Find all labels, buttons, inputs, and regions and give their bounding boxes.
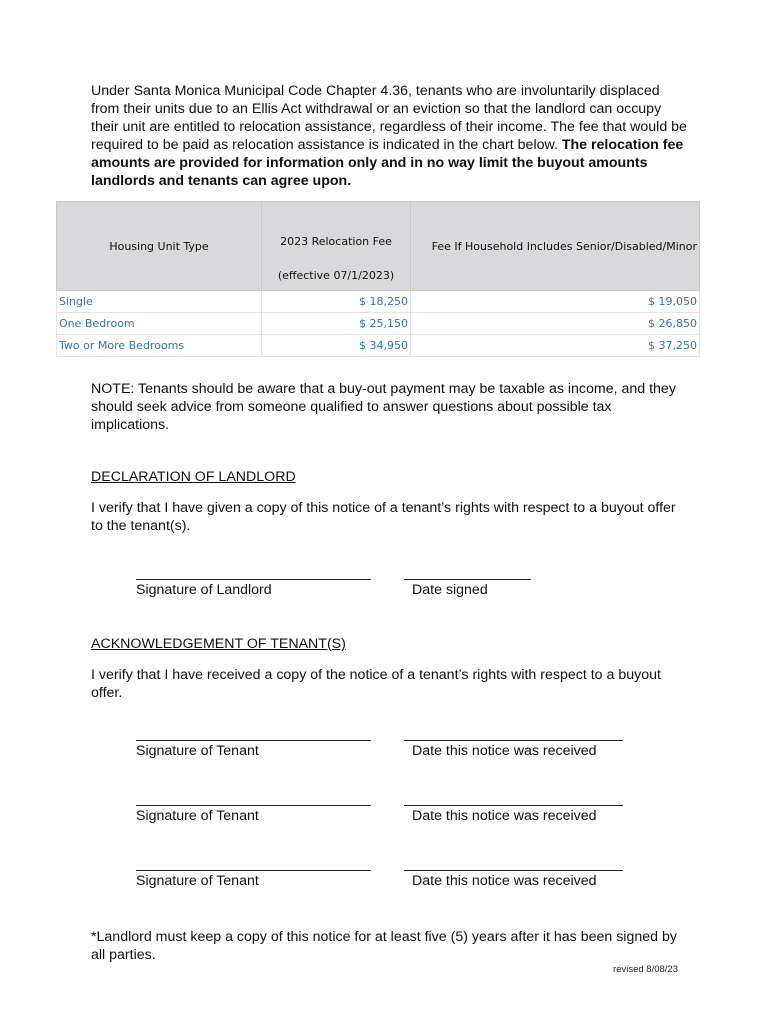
header-relocation-fee-line2: (effective 07/1/2023): [277, 269, 395, 282]
header-housing-unit-type: Housing Unit Type: [57, 202, 262, 291]
tenant-signature-label: Signature of Tenant: [136, 808, 259, 824]
landlord-date-line[interactable]: [404, 579, 531, 580]
landlord-date-label: Date signed: [412, 582, 488, 598]
row-fee: $ 25,150: [262, 313, 411, 335]
intro-paragraph: [91, 82, 691, 190]
row-unit-type: Single: [57, 291, 262, 313]
landlord-signature-label: Signature of Landlord: [136, 582, 272, 598]
declaration-title: DECLARATION OF LANDLORD: [91, 469, 296, 485]
tenant-signature-line[interactable]: [136, 805, 371, 806]
intro-bold-text: The relocation fee amounts are provided for information only and in no way limit the buyout amounts landlords and tenants can agree upon.: [91, 137, 684, 189]
tenant-signature-line[interactable]: [136, 740, 371, 741]
header-relocation-fee-line1: 2023 Relocation Fee: [280, 235, 392, 248]
tenant-date-label: Date this notice was received: [412, 808, 597, 824]
table-row: [57, 313, 700, 335]
acknowledgement-title: ACKNOWLEDGEMENT OF TENANT(S): [91, 636, 346, 652]
revision-date: revised 8/08/23: [613, 964, 678, 975]
tenant-signature-line[interactable]: [136, 870, 371, 871]
header-senior-fee: Fee If Household Includes Senior/Disabled/Minor: [411, 202, 700, 291]
intro-text: Under Santa Monica Municipal Code Chapter 4.36, tenants who are involuntarily displaced from their units due to an Ellis Act withdrawal or an eviction so that the landlord can occupy their unit are entitled to relocation assistance, regardless of their income. The fee that would be required to be paid as relocation assistance is indicated in the chart below.: [91, 83, 687, 153]
landlord-signature-line[interactable]: [136, 579, 371, 580]
row-fee: $ 34,950: [262, 335, 411, 357]
tenant-date-line[interactable]: [404, 740, 623, 741]
row-senior-fee: $ 19,050: [411, 291, 700, 313]
header-relocation-fee: [262, 202, 411, 291]
row-fee: $ 18,250: [262, 291, 411, 313]
table-row: [57, 335, 700, 357]
tenant-date-line[interactable]: [404, 805, 623, 806]
row-senior-fee: $ 37,250: [411, 335, 700, 357]
tax-note: NOTE: Tenants should be aware that a buy-out payment may be taxable as income, and they should seek advice from someone qualified to answer questions about possible tax implications.: [91, 381, 676, 433]
declaration-text: I verify that I have given a copy of this notice of a tenant’s rights with respect to a buyout offer to the tenant(s).: [91, 500, 676, 534]
fee-table-header-row: [57, 202, 700, 291]
footnote: *Landlord must keep a copy of this notice for at least five (5) years after it has been signed by all parties.: [91, 929, 677, 963]
row-unit-type: Two or More Bedrooms: [57, 335, 262, 357]
relocation-fee-table: [56, 201, 700, 357]
tenant-date-label: Date this notice was received: [412, 743, 597, 759]
row-senior-fee: $ 26,850: [411, 313, 700, 335]
tenant-signature-label: Signature of Tenant: [136, 743, 259, 759]
tenant-signature-label: Signature of Tenant: [136, 873, 259, 889]
tenant-date-label: Date this notice was received: [412, 873, 597, 889]
table-row: [57, 291, 700, 313]
acknowledgement-text: I verify that I have received a copy of the notice of a tenant’s rights with respect to a buyout offer.: [91, 667, 661, 701]
row-unit-type: One Bedroom: [57, 313, 262, 335]
tenant-date-line[interactable]: [404, 870, 623, 871]
